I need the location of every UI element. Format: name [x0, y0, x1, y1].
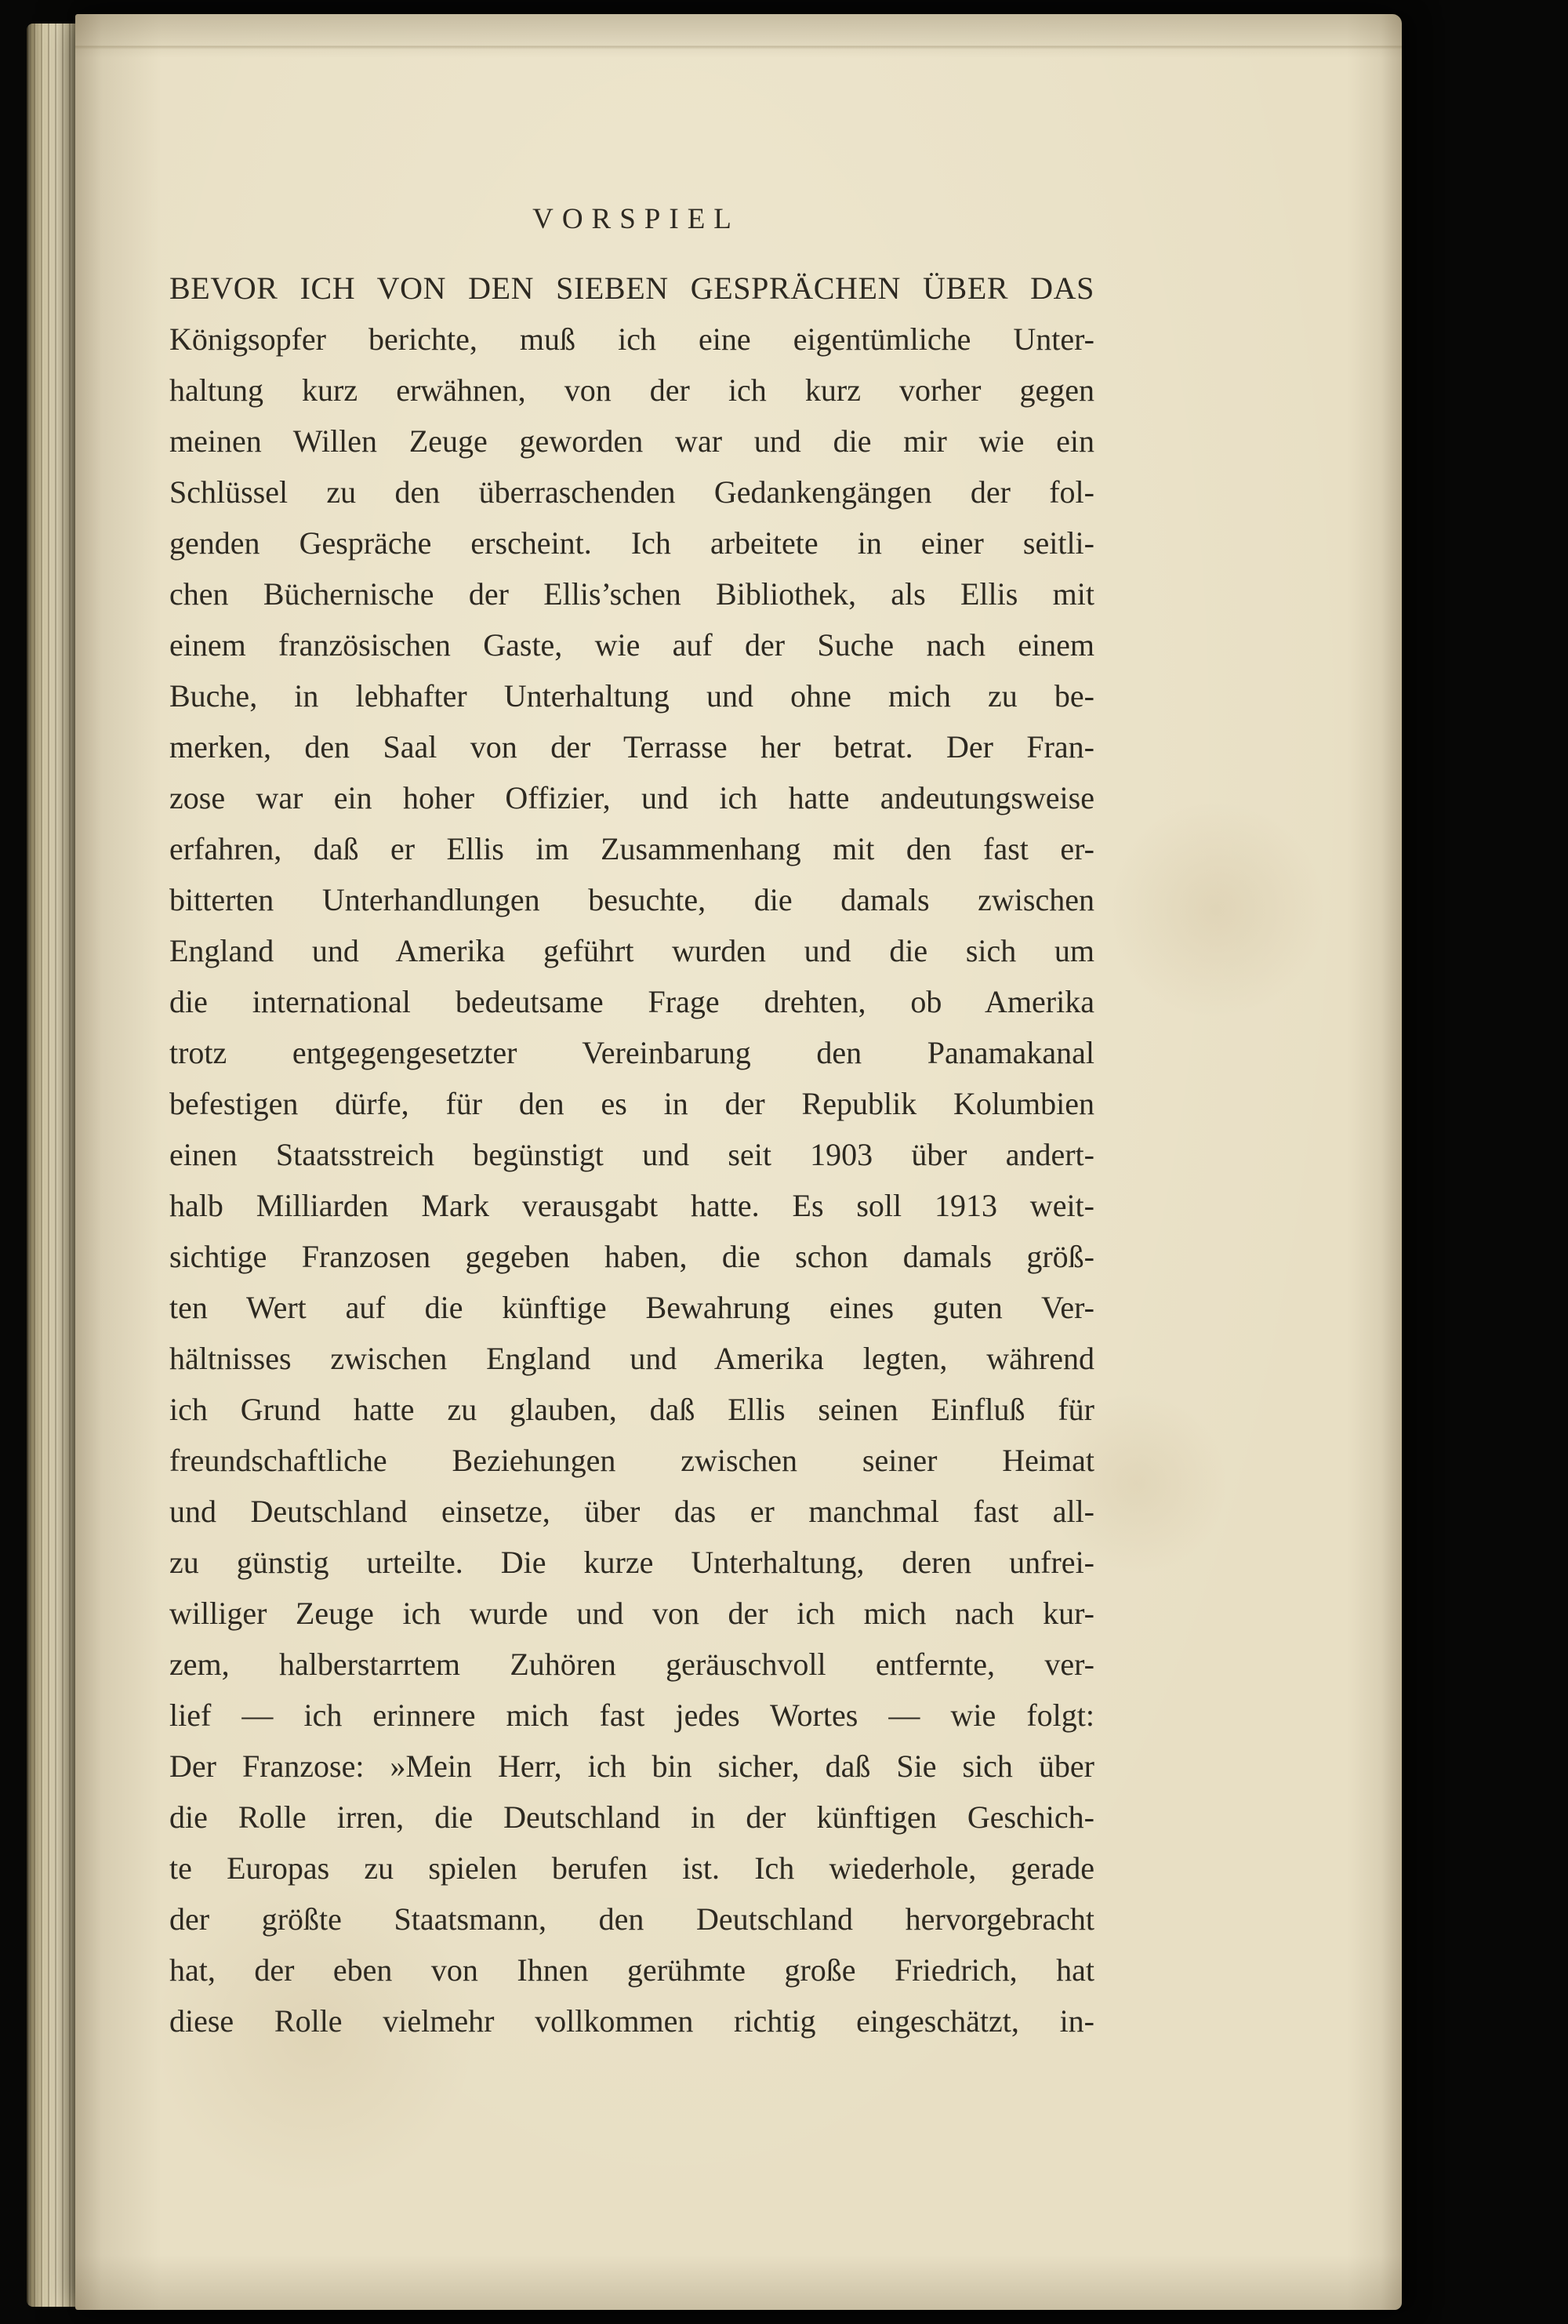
text-line: trotz entgegengesetzter Vereinbarung den Panamakanal: [169, 1035, 1094, 1070]
text-line: BEVOR ICH VON DEN SIEBEN GESPRÄCHEN ÜBER DAS: [169, 271, 1094, 306]
text-line: Der Franzose: »Mein Herr, ich bin sicher, daß Sie sich über: [169, 1748, 1094, 1784]
text-line: der größte Staatsmann, den Deutschland hervorgebracht: [169, 1901, 1094, 1937]
text-line: Buche, in lebhafter Unterhaltung und ohne mich zu be-: [169, 678, 1094, 714]
text-line: williger Zeuge ich wurde und von der ich mich nach kur-: [169, 1596, 1094, 1631]
text-line: freundschaftliche Beziehungen zwischen seiner Heimat: [169, 1443, 1094, 1478]
text-block: [169, 202, 1094, 2046]
text-line: ich Grund hatte zu glauben, daß Ellis seinen Einfluß für: [169, 1392, 1094, 1427]
text-line: befestigen dürfe, für den es in der Republik Kolumbien: [169, 1086, 1094, 1121]
text-line: meinen Willen Zeuge geworden war und die mir wie ein: [169, 423, 1094, 459]
page-stack-edge: [27, 24, 77, 2307]
text-line: zose war ein hoher Offizier, und ich hatte andeutungsweise: [169, 780, 1094, 815]
text-line: zu günstig urteilte. Die kurze Unterhaltung, deren unfrei-: [169, 1545, 1094, 1580]
text-line: die international bedeutsame Frage drehten, ob Amerika: [169, 984, 1094, 1019]
body-text: [169, 263, 1094, 2046]
text-line: lief — ich erinnere mich fast jedes Wortes — wie folgt:: [169, 1698, 1094, 1733]
text-line: genden Gespräche erscheint. Ich arbeitete in einer seitli-: [169, 525, 1094, 561]
text-line: hat, der eben von Ihnen gerühmte große Friedrich, hat: [169, 1952, 1094, 1988]
text-line: merken, den Saal von der Terrasse her betrat. Der Fran-: [169, 729, 1094, 764]
text-line: einen Staatsstreich begünstigt und seit 1903 über andert-: [169, 1137, 1094, 1172]
text-line: chen Büchernische der Ellis’schen Bibliothek, als Ellis mit: [169, 576, 1094, 612]
text-line: einem französischen Gaste, wie auf der Suche nach einem: [169, 627, 1094, 663]
text-line: zem, halberstarrtem Zuhören geräuschvoll entfernte, ver-: [169, 1647, 1094, 1682]
text-line: Königsopfer berichte, muß ich eine eigentümliche Unter-: [169, 321, 1094, 357]
text-line: ten Wert auf die künftige Bewahrung eines guten Ver-: [169, 1290, 1094, 1325]
text-line: halb Milliarden Mark verausgabt hatte. Es soll 1913 weit-: [169, 1188, 1094, 1223]
text-line: England und Amerika geführt wurden und die sich um: [169, 933, 1094, 968]
text-line: haltung kurz erwähnen, von der ich kurz vorher gegen: [169, 372, 1094, 408]
text-line: hältnisses zwischen England und Amerika legten, während: [169, 1341, 1094, 1376]
text-line: te Europas zu spielen berufen ist. Ich wiederhole, gerade: [169, 1850, 1094, 1886]
book-page: [75, 14, 1402, 2310]
text-line: die Rolle irren, die Deutschland in der künftigen Geschich-: [169, 1799, 1094, 1835]
text-line: erfahren, daß er Ellis im Zusammenhang mit den fast er-: [169, 831, 1094, 866]
text-line: diese Rolle vielmehr vollkommen richtig eingeschätzt, in-: [169, 2003, 1094, 2039]
text-line: bitterten Unterhandlungen besuchte, die damals zwischen: [169, 882, 1094, 917]
text-line: und Deutschland einsetze, über das er manchmal fast all-: [169, 1494, 1094, 1529]
text-line: sichtige Franzosen gegeben haben, die schon damals größ-: [169, 1239, 1094, 1274]
page-heading: VORSPIEL: [532, 203, 740, 235]
text-line: Schlüssel zu den überraschenden Gedankengängen der fol-: [169, 474, 1094, 510]
